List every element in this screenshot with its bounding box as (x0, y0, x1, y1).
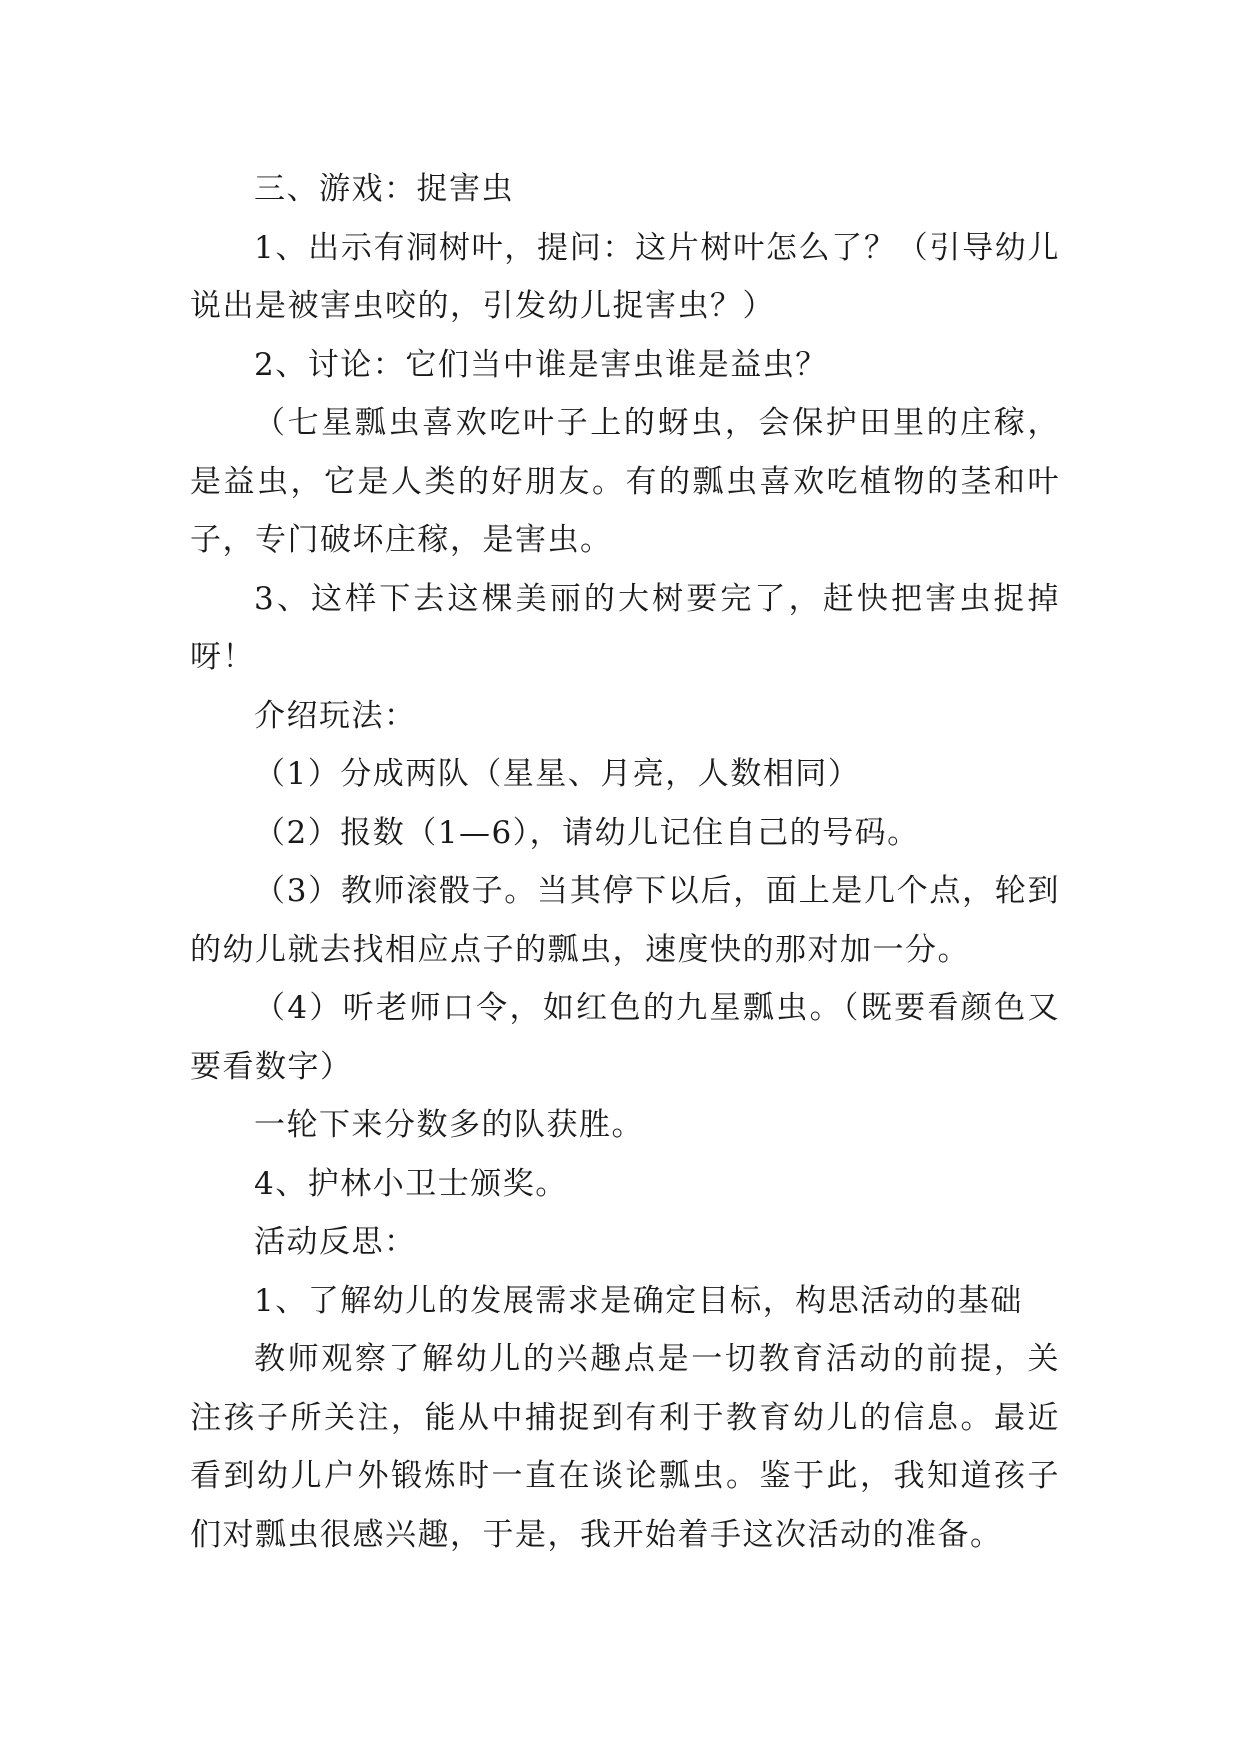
paragraph-step-3: 3、这样下去这棵美丽的大树要完了，赶快把害虫捉掉呀！ (190, 580, 1060, 675)
paragraph-rules-heading: 介绍玩法： (254, 697, 417, 734)
paragraph-step-2: 2、讨论：它们当中谁是害虫谁是益虫？ (254, 346, 828, 383)
paragraph-reflection-heading: 活动反思： (254, 1224, 417, 1260)
document-body (190, 160, 1060, 1564)
paragraph-explanation: （七星瓢虫喜欢吃叶子上的蚜虫，会保护田里的庄稼，是益虫，它是人类的好朋友。有的瓢虫喜欢吃植物的茎和叶子，专门破坏庄稼，是害虫。 (190, 405, 1060, 558)
paragraph-rule-2: （2）报数（1—6），请幼儿记住自己的号码。 (254, 814, 920, 851)
paragraph-step-1: 1、出示有洞树叶，提问：这片树叶怎么了？（引导幼儿说出是被害虫咬的，引发幼儿捉害虫？） (190, 229, 1060, 324)
paragraph-winner: 一轮下来分数多的队获胜。 (254, 1107, 644, 1143)
paragraph-reflection-body: 教师观察了解幼儿的兴趣点是一切教育活动的前提，关注孩子所关注，能从中捕捉到有利于教育幼儿的信息。最近看到幼儿户外锻炼时一直在谈论瓢虫。鉴于此，我知道孩子们对瓢虫很感兴趣，于是，我开始着手这次活动的准备。 (190, 1341, 1060, 1553)
paragraph-rule-1: （1）分成两队（星星、月亮，人数相同） (254, 756, 861, 792)
section-heading-game: 三、游戏：捉害虫 (254, 171, 514, 207)
paragraph-reflection-point-1: 1、了解幼儿的发展需求是确定目标，构思活动的基础 (254, 1282, 1023, 1319)
paragraph-rule-4: （4）听老师口令，如红色的九星瓢虫。（既要看颜色又要看数字） (190, 990, 1060, 1085)
paragraph-rule-3: （3）教师滚骰子。当其停下以后，面上是几个点，轮到的幼儿就去找相应点子的瓢虫，速度快的那对加一分。 (190, 873, 1060, 968)
paragraph-step-4: 4、护林小卫士颁奖。 (254, 1165, 568, 1202)
